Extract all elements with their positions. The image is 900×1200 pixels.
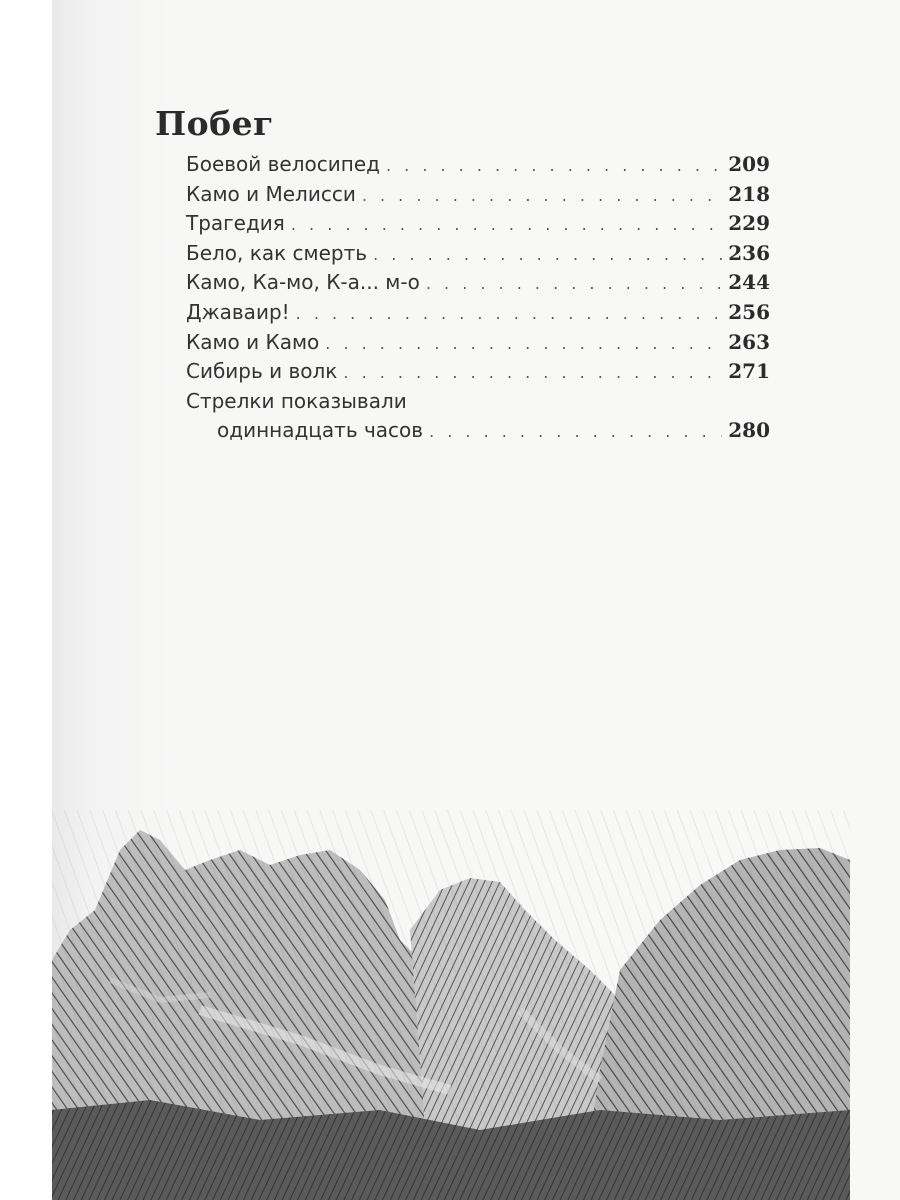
toc-page-number: 209 <box>728 152 770 176</box>
toc-page-number: 229 <box>728 211 770 236</box>
toc-leader-dots <box>426 269 722 299</box>
landscape-sketch-illustration <box>0 810 900 1200</box>
toc-entry-title: Сибирь и волк <box>186 359 338 384</box>
toc-leader-dots <box>343 358 722 388</box>
toc-page-number: 256 <box>728 299 770 324</box>
toc-entry <box>186 239 770 269</box>
toc-entry <box>186 298 770 328</box>
toc-entry <box>186 268 770 298</box>
toc-leader-dots <box>291 210 722 240</box>
toc-leader-dots <box>386 151 722 181</box>
toc-entry <box>186 357 770 387</box>
toc-leader-dots <box>325 329 722 359</box>
toc-entry <box>186 387 770 446</box>
table-of-contents <box>186 150 770 446</box>
toc-entry <box>186 328 770 358</box>
toc-leader-dots <box>296 299 722 329</box>
toc-page-number: 218 <box>728 181 770 206</box>
toc-entry <box>186 150 770 180</box>
toc-entry-title: Бело, как смерть <box>186 240 368 265</box>
toc-entry-title: Боевой велосипед <box>186 152 380 176</box>
toc-page-number: 236 <box>728 240 770 265</box>
toc-leader-dots <box>373 240 722 270</box>
toc-entry-title: Камо, Ка-мо, К-а... м-о <box>186 270 420 295</box>
toc-page-number: 280 <box>728 418 770 443</box>
toc-entry <box>186 180 770 210</box>
toc-page-number: 263 <box>728 329 770 354</box>
toc-entry <box>186 209 770 239</box>
section-title: Побег <box>155 104 274 143</box>
toc-entry-title-continued: одиннадцать часов <box>217 418 424 443</box>
toc-entry-title: Стрелки показывали <box>186 388 407 413</box>
toc-entry-title: Камо и Мелисси <box>186 181 356 206</box>
toc-leader-dots <box>429 417 722 447</box>
toc-entry-title: Джаваир! <box>186 299 290 324</box>
toc-page-number: 271 <box>728 359 770 384</box>
toc-leader-dots <box>362 181 722 211</box>
toc-entry-title: Трагедия <box>186 211 285 236</box>
toc-page-number: 244 <box>728 270 770 295</box>
toc-entry-title: Камо и Камо <box>186 329 320 354</box>
